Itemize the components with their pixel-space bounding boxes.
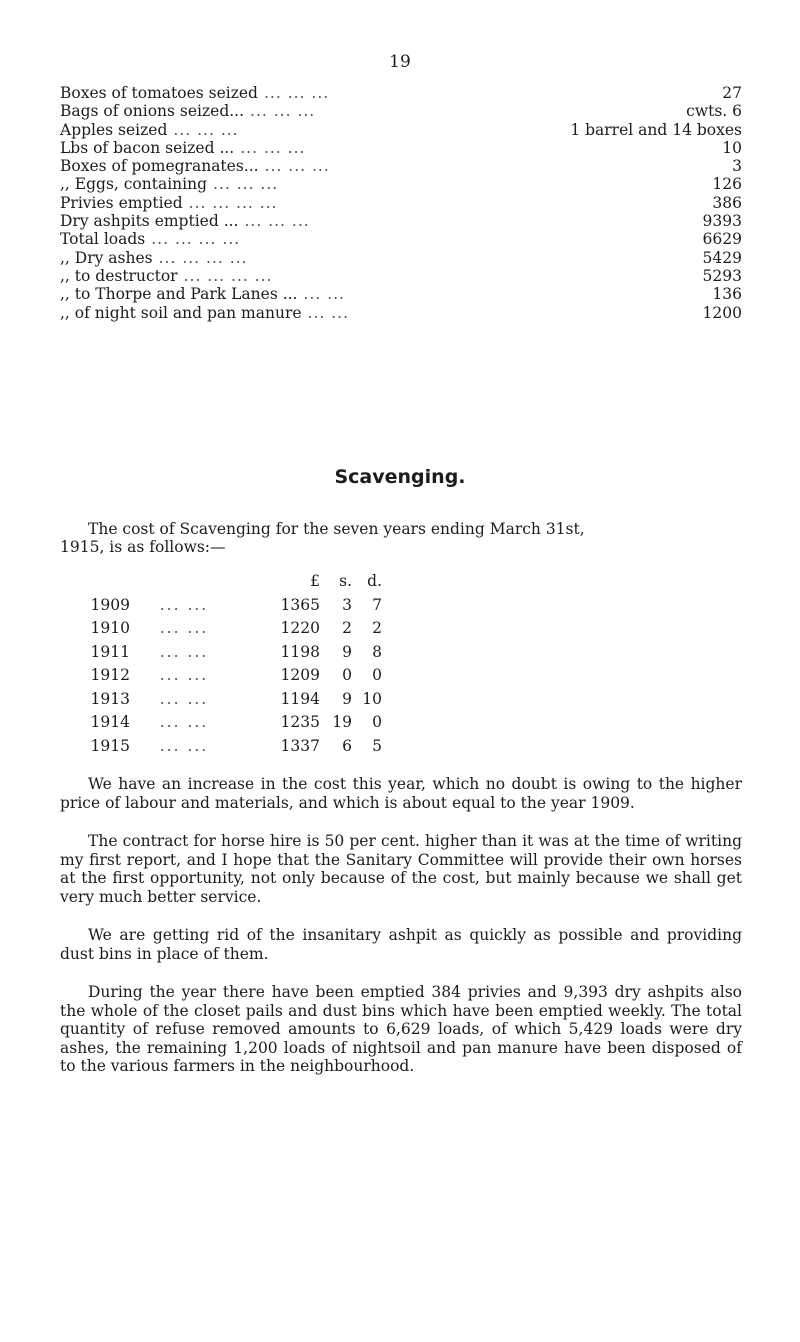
- leader-dots: ... ... ... ...: [183, 266, 273, 285]
- leader-dots: ... ... ...: [240, 138, 306, 157]
- pounds-cell: 1194: [280, 689, 320, 708]
- stat-row: [60, 194, 742, 212]
- stat-row: [60, 157, 742, 175]
- stat-label: ,, Eggs, containing: [60, 175, 208, 194]
- pounds-header: £: [310, 572, 320, 590]
- stat-label: ,, of night soil and pan manure: [60, 303, 302, 322]
- stat-label: ,, to destructor: [60, 266, 178, 285]
- intro-line: The cost of Scavenging for the seven years ending March 31st,: [88, 520, 585, 538]
- stat-label: Boxes of pomegranates...: [60, 157, 259, 176]
- pence-cell: 0: [372, 713, 382, 731]
- paragraph: During the year there have been emptied 384 privies and 9,393 dry ashpits also the whole of the closet pails and dust bins which have been emptied weekly. The total quantity of refuse removed amounts to 6,629 loads, of which 5,429 loads were dry ashes, the remaining 1,200 loads of nightsoil and pan manure have been disposed of to the various farmers in the neighbourhood.: [60, 983, 742, 1075]
- leader-dots: ... ...: [159, 736, 209, 755]
- leader-dots: ... ...: [159, 666, 209, 684]
- stat-label: Privies emptied: [60, 193, 183, 212]
- leader-dots: ... ... ... ...: [158, 248, 248, 267]
- year-cell: 1910: [90, 619, 130, 637]
- year-cell: 1909: [90, 595, 130, 614]
- pounds-cell: 1365: [280, 595, 320, 614]
- leader-dots: ... ...: [159, 642, 209, 661]
- table-row: [60, 666, 560, 690]
- pence-cell: 10: [362, 689, 382, 708]
- pence-cell: 0: [372, 666, 382, 684]
- leader-dots: ... ...: [159, 595, 209, 614]
- pounds-cell: 1209: [280, 666, 320, 684]
- leader-dots: ... ...: [159, 619, 209, 637]
- pence-cell: 2: [372, 619, 382, 637]
- cost-table: [60, 572, 560, 760]
- stat-label: Lbs of bacon seized ...: [60, 138, 235, 157]
- stat-value: 126: [712, 175, 742, 194]
- stat-value: 1200: [702, 303, 742, 322]
- stat-row: [60, 139, 742, 157]
- stat-row: [60, 175, 742, 193]
- leader-dots: ... ...: [159, 689, 209, 708]
- shillings-cell: 9: [342, 642, 352, 661]
- section-title: Scavenging.: [334, 466, 466, 488]
- pounds-cell: 1198: [280, 642, 320, 661]
- body-text: [60, 775, 742, 1096]
- stat-row: [60, 121, 742, 139]
- shillings-cell: 0: [342, 666, 352, 684]
- table-row: [60, 690, 560, 714]
- stat-row: [60, 212, 742, 230]
- table-row: [60, 643, 560, 667]
- year-cell: 1911: [90, 642, 130, 661]
- pounds-cell: 1337: [280, 736, 320, 755]
- year-cell: 1912: [90, 666, 130, 684]
- leader-dots: ... ...: [303, 285, 345, 304]
- statistics-list: [60, 84, 742, 322]
- paragraph: We have an increase in the cost this year, which no doubt is owing to the higher price of labour and materials, and which is about equal to the year 1909.: [60, 775, 742, 812]
- year-cell: 1915: [90, 736, 130, 755]
- shillings-header: s.: [339, 572, 352, 590]
- stat-label: ,, to Thorpe and Park Lanes ...: [60, 285, 298, 304]
- stat-label: ,, Dry ashes: [60, 248, 153, 267]
- shillings-cell: 9: [342, 689, 352, 708]
- intro-line: 1915, is as follows:—: [60, 538, 226, 556]
- cost-table-header: [60, 572, 560, 596]
- stat-label: Total loads: [60, 230, 146, 249]
- shillings-cell: 19: [332, 713, 352, 731]
- leader-dots: ... ... ...: [244, 212, 310, 231]
- table-row: [60, 737, 560, 761]
- page-number: 19: [389, 52, 411, 72]
- stat-value: cwts. 6: [686, 102, 742, 121]
- pence-header: d.: [367, 572, 382, 590]
- stat-row: [60, 285, 742, 303]
- stat-row: [60, 230, 742, 248]
- leader-dots: ... ... ...: [173, 120, 239, 139]
- shillings-cell: 3: [342, 595, 352, 614]
- leader-dots: ... ... ...: [250, 102, 316, 121]
- table-row: [60, 596, 560, 620]
- year-cell: 1914: [90, 713, 130, 731]
- paragraph: The contract for horse hire is 50 per cent. higher than it was at the time of writing my first report, and I hope that the Sanitary Committee will provide their own horses at the first opportunity, not only because of the cost, but mainly because we shall get very much better service.: [60, 832, 742, 906]
- leader-dots: ... ... ...: [213, 175, 279, 194]
- stat-value: 386: [712, 193, 742, 212]
- table-row: [60, 713, 560, 737]
- stat-row: [60, 304, 742, 322]
- shillings-cell: 2: [342, 619, 352, 637]
- leader-dots: ... ...: [159, 713, 209, 731]
- stat-value: 3: [732, 157, 742, 176]
- intro-text: [60, 520, 742, 556]
- pounds-cell: 1220: [280, 619, 320, 637]
- stat-value: 10: [722, 138, 742, 157]
- stat-value: 6629: [702, 230, 742, 249]
- pence-cell: 5: [372, 736, 382, 755]
- leader-dots: ... ... ... ...: [188, 193, 278, 212]
- stat-label: Apples seized: [60, 120, 168, 139]
- stat-label: Dry ashpits emptied ...: [60, 212, 239, 231]
- leader-dots: ... ... ...: [264, 157, 330, 176]
- stat-value: 1 barrel and 14 boxes: [570, 120, 742, 139]
- shillings-cell: 6: [342, 736, 352, 755]
- stat-value: 27: [722, 84, 742, 102]
- stat-value: 9393: [702, 212, 742, 231]
- stat-value: 136: [712, 285, 742, 304]
- table-row: [60, 619, 560, 643]
- stat-label: Bags of onions seized...: [60, 102, 245, 121]
- leader-dots: ... ... ...: [263, 84, 330, 102]
- year-cell: 1913: [90, 689, 130, 708]
- pence-cell: 7: [372, 595, 382, 614]
- stat-value: 5429: [702, 248, 742, 267]
- stat-row: [60, 267, 742, 285]
- pence-cell: 8: [372, 642, 382, 661]
- stat-label: Boxes of tomatoes seized: [60, 84, 258, 102]
- pounds-cell: 1235: [280, 713, 320, 731]
- stat-row: [60, 249, 742, 267]
- paragraph: We are getting rid of the insanitary ashpit as quickly as possible and providing dust bins in place of them.: [60, 926, 742, 963]
- stat-value: 5293: [702, 266, 742, 285]
- stat-row: [60, 102, 742, 120]
- stat-row: [60, 84, 742, 102]
- leader-dots: ... ...: [307, 303, 350, 322]
- leader-dots: ... ... ... ...: [151, 230, 241, 249]
